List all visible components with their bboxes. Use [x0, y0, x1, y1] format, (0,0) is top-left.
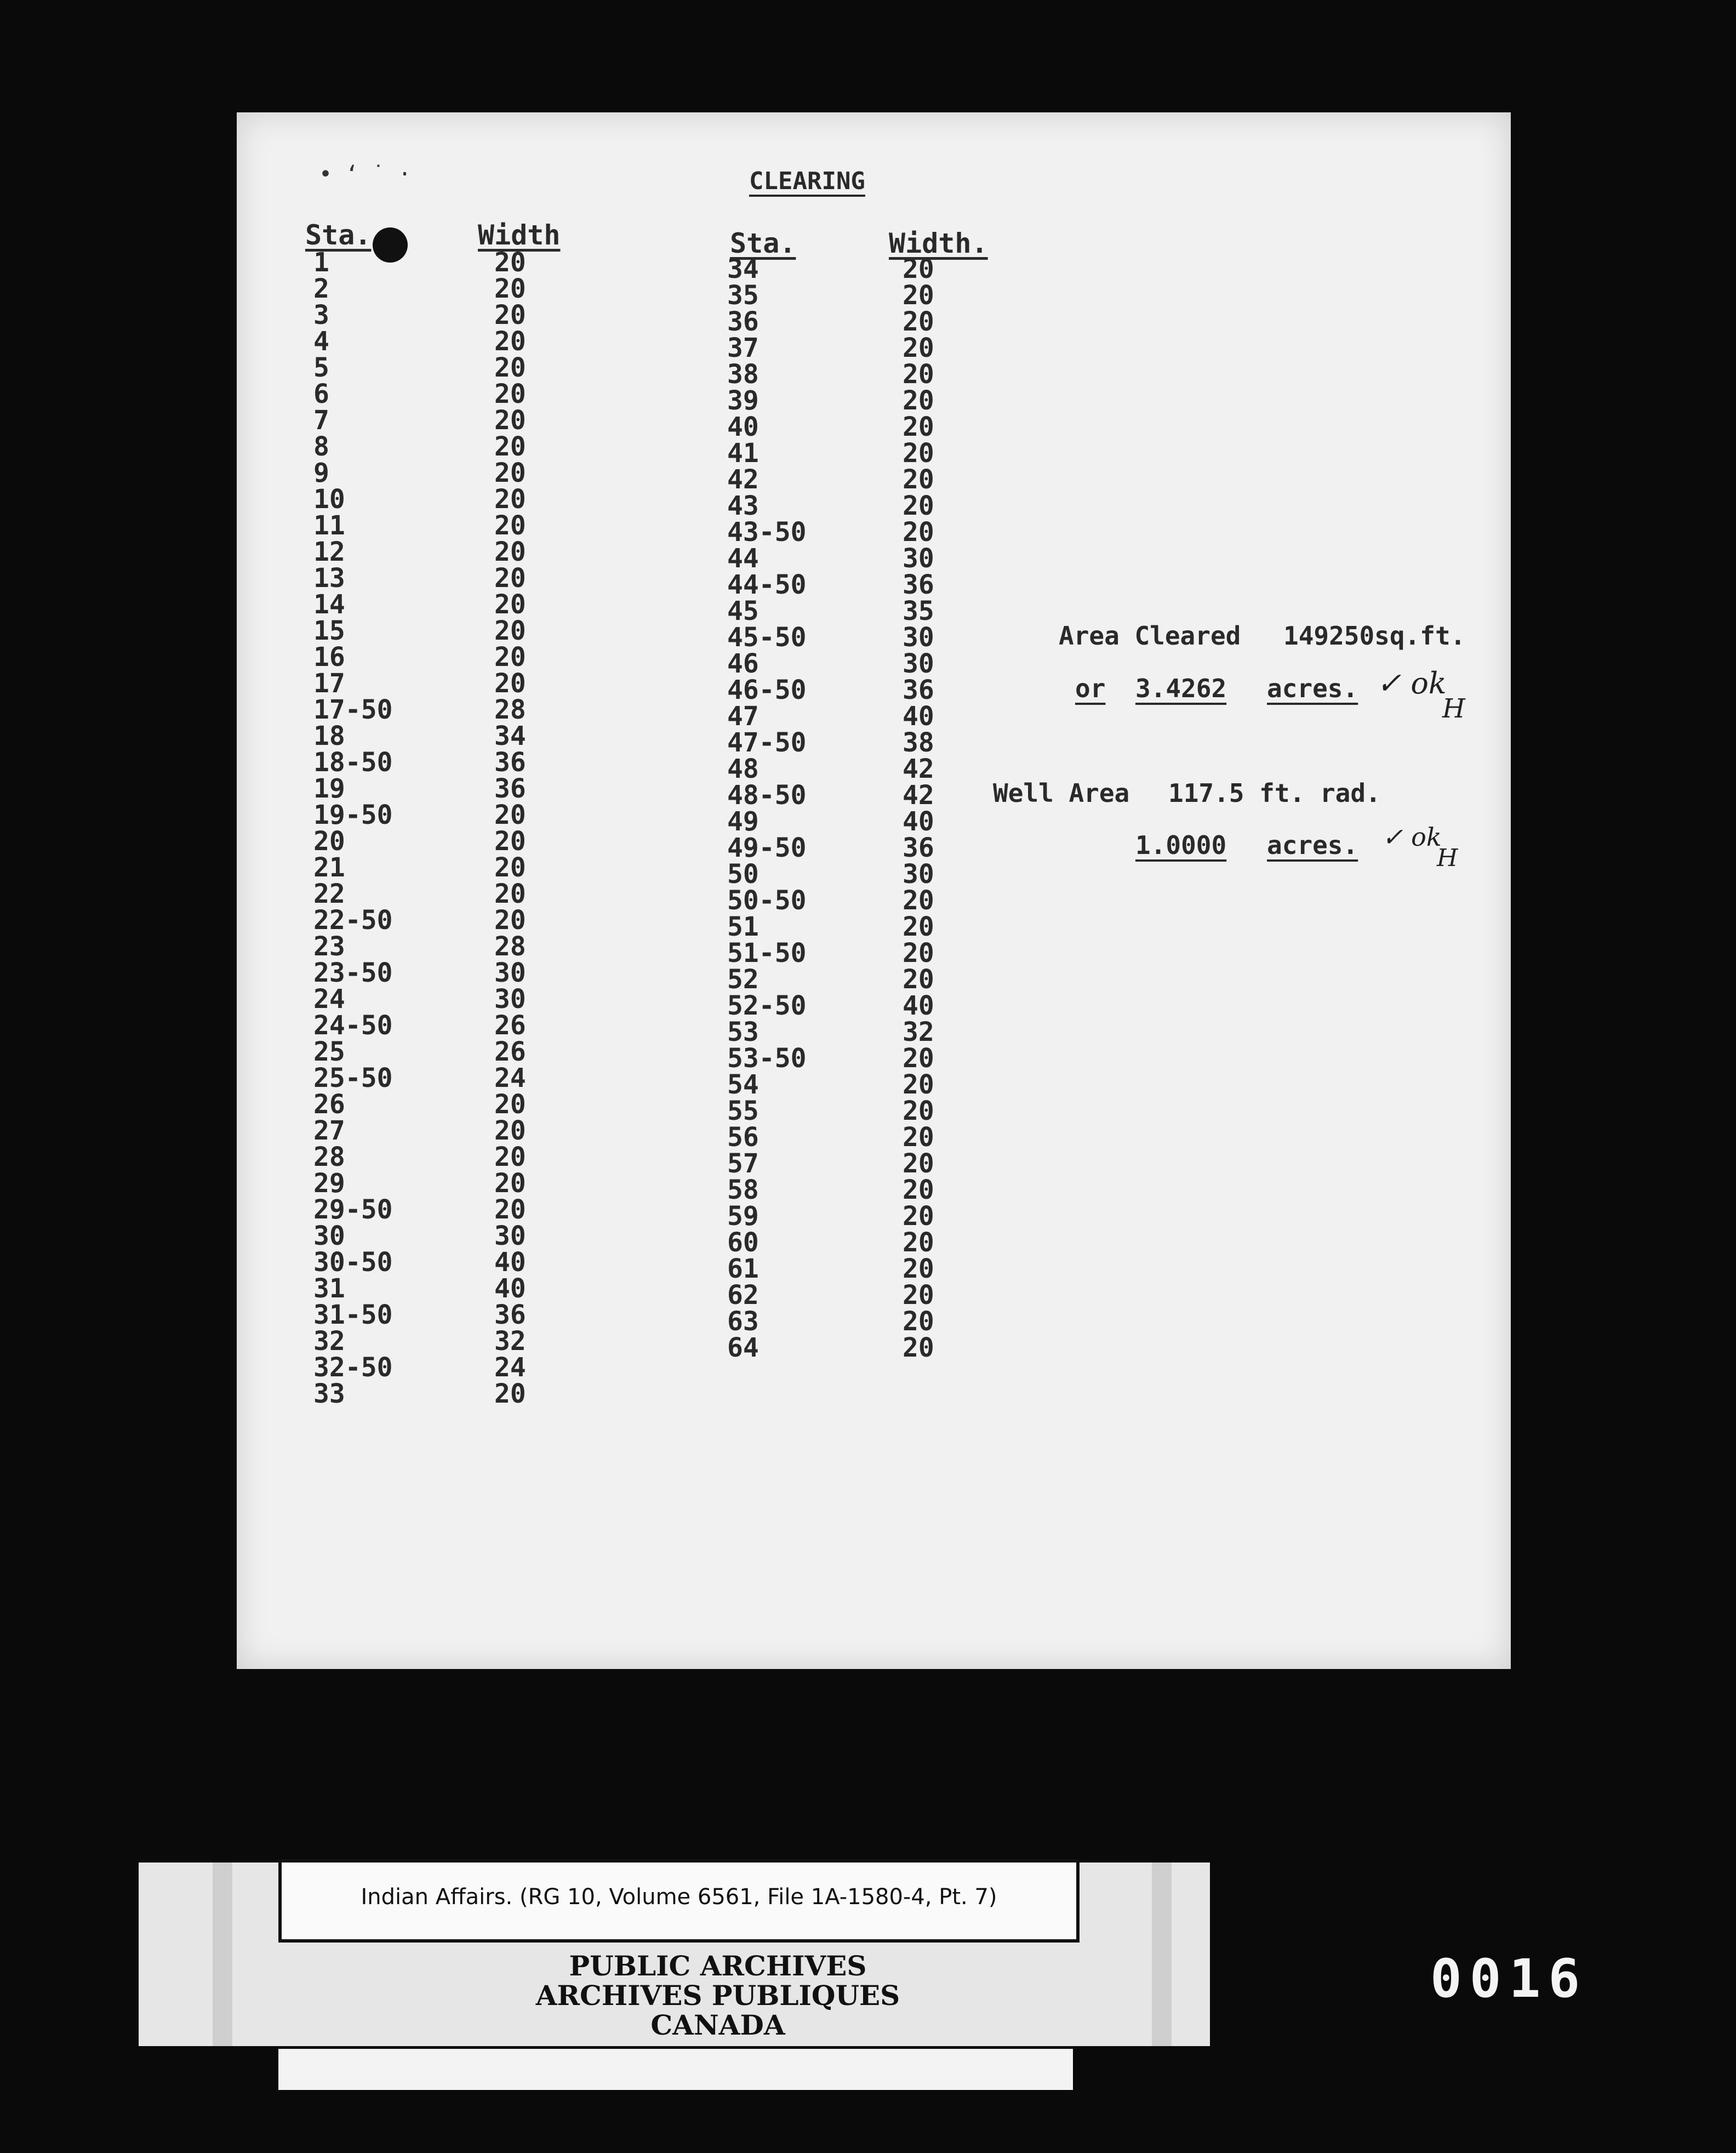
right-sta-cell: 43-50 [727, 517, 807, 548]
label-edge-right [1152, 1862, 1172, 2046]
speck-marks: • ʻ ˙ · [319, 162, 412, 187]
right-sta-cell: 52-50 [727, 990, 807, 1021]
right-width-cell: 20 [903, 1175, 934, 1205]
right-width-cell: 20 [903, 1280, 934, 1311]
right-sta-cell: 61 [727, 1254, 759, 1284]
left-width-cell: 40 [494, 1273, 526, 1304]
right-sta-cell: 34 [727, 254, 759, 284]
left-header-sta: Sta. [305, 219, 372, 251]
area-cleared-label: Area Cleared [1059, 621, 1241, 651]
left-width-cell: 20 [494, 879, 526, 909]
right-sta-cell: 52 [727, 964, 759, 995]
left-width-cell: 20 [494, 589, 526, 620]
right-sta-cell: 46-50 [727, 675, 807, 705]
left-sta-cell: 15 [313, 616, 345, 646]
left-sta-cell: 32 [313, 1326, 345, 1357]
left-sta-cell: 27 [313, 1115, 345, 1146]
frame-number: 0016 [1430, 1948, 1588, 2009]
right-width-cell: 20 [903, 333, 934, 363]
left-header-width: Width [478, 219, 561, 251]
left-sta-cell: 29 [313, 1168, 345, 1199]
left-sta-cell: 14 [313, 589, 345, 620]
left-width-cell: 20 [494, 1142, 526, 1172]
acres-unit: acres. [1267, 674, 1358, 703]
right-sta-cell: 35 [727, 280, 759, 311]
well-area-value: 117.5 ft. rad. [1168, 778, 1381, 808]
right-sta-cell: 45 [727, 596, 759, 626]
left-sta-cell: 1 [313, 247, 329, 278]
right-sta-cell: 64 [727, 1332, 759, 1363]
initial-1: H [1442, 693, 1465, 724]
right-width-cell: 20 [903, 359, 934, 390]
right-width-cell: 36 [903, 833, 934, 863]
left-sta-cell: 23-50 [313, 958, 393, 988]
right-width-cell: 20 [903, 306, 934, 337]
right-width-cell: 20 [903, 1043, 934, 1074]
right-width-cell: 20 [903, 1306, 934, 1337]
left-width-cell: 20 [494, 1168, 526, 1199]
left-sta-cell: 31-50 [313, 1300, 393, 1330]
left-width-cell: 20 [494, 274, 526, 304]
right-width-cell: 20 [903, 1201, 934, 1232]
left-width-cell: 20 [494, 616, 526, 646]
right-width-cell: 35 [903, 596, 934, 626]
right-width-cell: 42 [903, 754, 934, 784]
right-width-cell: 30 [903, 622, 934, 653]
left-width-cell: 30 [494, 1221, 526, 1251]
well-area-label: Well Area [993, 778, 1130, 808]
right-sta-cell: 53 [727, 1017, 759, 1047]
left-sta-cell: 8 [313, 431, 329, 462]
right-sta-cell: 49-50 [727, 833, 807, 863]
left-width-cell: 30 [494, 984, 526, 1015]
left-sta-cell: 25-50 [313, 1063, 393, 1093]
left-sta-cell: 30-50 [313, 1247, 393, 1278]
left-sta-cell: 10 [313, 484, 345, 515]
left-width-cell: 20 [494, 668, 526, 699]
right-sta-cell: 51-50 [727, 938, 807, 969]
right-width-cell: 20 [903, 964, 934, 995]
left-sta-cell: 31 [313, 1273, 345, 1304]
left-width-cell: 28 [494, 694, 526, 725]
left-width-cell: 28 [494, 931, 526, 962]
right-width-cell: 20 [903, 938, 934, 969]
left-width-cell: 20 [494, 405, 526, 436]
left-width-cell: 36 [494, 1300, 526, 1330]
right-sta-cell: 44-50 [727, 569, 807, 600]
right-sta-cell: 47-50 [727, 727, 807, 758]
right-width-cell: 40 [903, 990, 934, 1021]
right-sta-cell: 58 [727, 1175, 759, 1205]
left-width-cell: 20 [494, 642, 526, 673]
right-width-cell: 20 [903, 385, 934, 416]
right-header-width: Width. [889, 227, 988, 259]
check-mark-2: ✓ ok [1382, 822, 1442, 852]
left-sta-cell: 4 [313, 326, 329, 357]
right-sta-cell: 38 [727, 359, 759, 390]
right-sta-cell: 59 [727, 1201, 759, 1232]
left-width-cell: 20 [494, 379, 526, 409]
archives-line-2: ARCHIVES PUBLIQUES [535, 1979, 900, 2012]
left-sta-cell: 7 [313, 405, 329, 436]
right-sta-cell: 46 [727, 648, 759, 679]
left-width-cell: 20 [494, 326, 526, 357]
right-width-cell: 30 [903, 543, 934, 574]
right-sta-cell: 62 [727, 1280, 759, 1311]
archives-line-3: CANADA [650, 2009, 785, 2041]
left-width-cell: 36 [494, 747, 526, 778]
right-width-cell: 20 [903, 1227, 934, 1258]
left-sta-cell: 24 [313, 984, 345, 1015]
left-sta-cell: 24-50 [313, 1010, 393, 1041]
label-bottom-strip [278, 2049, 1073, 2090]
right-width-cell: 20 [903, 1069, 934, 1100]
right-sta-cell: 53-50 [727, 1043, 807, 1074]
right-width-cell: 36 [903, 675, 934, 705]
right-header-sta: Sta. [730, 227, 796, 259]
left-width-cell: 20 [494, 1089, 526, 1120]
left-width-cell: 20 [494, 352, 526, 383]
archives-line-1: PUBLIC ARCHIVES [569, 1950, 867, 1982]
right-width-cell: 32 [903, 1017, 934, 1047]
left-width-cell: 20 [494, 800, 526, 830]
left-sta-cell: 11 [313, 510, 345, 541]
left-width-cell: 20 [494, 510, 526, 541]
right-width-cell: 20 [903, 491, 934, 521]
right-width-cell: 20 [903, 1096, 934, 1126]
left-sta-cell: 32-50 [313, 1352, 393, 1383]
left-width-cell: 20 [494, 852, 526, 883]
left-sta-cell: 22-50 [313, 905, 393, 936]
right-width-column [903, 256, 934, 1361]
left-sta-cell: 28 [313, 1142, 345, 1172]
right-sta-cell: 50-50 [727, 885, 807, 916]
left-sta-cell: 17-50 [313, 694, 393, 725]
right-width-cell: 30 [903, 648, 934, 679]
left-width-cell: 20 [494, 1379, 526, 1409]
left-sta-column [313, 249, 393, 1407]
right-sta-cell: 55 [727, 1096, 759, 1126]
acres-value: 3.4262 [1135, 674, 1227, 703]
left-width-cell: 20 [494, 826, 526, 857]
or-label: or [1075, 674, 1106, 703]
right-sta-cell: 49 [727, 806, 759, 837]
left-width-cell: 24 [494, 1063, 526, 1093]
left-sta-cell: 18-50 [313, 747, 393, 778]
left-width-cell: 24 [494, 1352, 526, 1383]
left-sta-cell: 22 [313, 879, 345, 909]
right-width-cell: 20 [903, 517, 934, 548]
archives-stamp [482, 1951, 953, 2040]
left-sta-cell: 20 [313, 826, 345, 857]
left-width-cell: 20 [494, 484, 526, 515]
left-sta-cell: 17 [313, 668, 345, 699]
left-width-cell: 20 [494, 431, 526, 462]
right-width-cell: 40 [903, 701, 934, 732]
right-width-cell: 20 [903, 1254, 934, 1284]
left-width-cell: 20 [494, 905, 526, 936]
right-sta-cell: 50 [727, 859, 759, 890]
right-sta-cell: 57 [727, 1148, 759, 1179]
left-sta-cell: 26 [313, 1089, 345, 1120]
left-sta-cell: 6 [313, 379, 329, 409]
left-width-cell: 34 [494, 721, 526, 751]
left-width-cell: 20 [494, 1115, 526, 1146]
left-width-cell: 20 [494, 458, 526, 488]
right-sta-cell: 63 [727, 1306, 759, 1337]
page-title: CLEARING [749, 167, 865, 195]
left-width-cell: 26 [494, 1036, 526, 1067]
left-width-cell: 20 [494, 300, 526, 331]
left-sta-cell: 12 [313, 537, 345, 567]
right-sta-cell: 45-50 [727, 622, 807, 653]
right-width-cell: 20 [903, 885, 934, 916]
left-sta-cell: 30 [313, 1221, 345, 1251]
well-acres-value: 1.0000 [1135, 830, 1227, 860]
left-sta-cell: 19 [313, 773, 345, 804]
right-sta-cell: 36 [727, 306, 759, 337]
right-width-cell: 38 [903, 727, 934, 758]
right-width-cell: 42 [903, 780, 934, 811]
area-cleared-value: 149250sq.ft. [1283, 621, 1466, 651]
left-width-cell: 20 [494, 1194, 526, 1225]
left-sta-cell: 23 [313, 931, 345, 962]
left-sta-cell: 5 [313, 352, 329, 383]
left-sta-cell: 18 [313, 721, 345, 751]
right-width-cell: 20 [903, 1148, 934, 1179]
right-width-cell: 40 [903, 806, 934, 837]
label-edge-left [213, 1862, 232, 2046]
check-mark-1: ✓ ok [1377, 666, 1447, 700]
left-sta-cell: 2 [313, 274, 329, 304]
right-width-cell: 36 [903, 569, 934, 600]
left-width-cell: 36 [494, 773, 526, 804]
right-sta-cell: 44 [727, 543, 759, 574]
reference-label [278, 1859, 1080, 1943]
left-sta-cell: 25 [313, 1036, 345, 1067]
right-sta-column [727, 256, 807, 1361]
left-width-cell: 20 [494, 247, 526, 278]
left-width-column [494, 249, 526, 1407]
right-width-cell: 30 [903, 859, 934, 890]
right-sta-cell: 54 [727, 1069, 759, 1100]
right-sta-cell: 43 [727, 491, 759, 521]
right-width-cell: 20 [903, 1332, 934, 1363]
right-sta-cell: 42 [727, 464, 759, 495]
left-width-cell: 20 [494, 537, 526, 567]
left-sta-cell: 29-50 [313, 1194, 393, 1225]
right-sta-cell: 40 [727, 412, 759, 442]
left-sta-cell: 16 [313, 642, 345, 673]
right-sta-cell: 56 [727, 1122, 759, 1153]
left-width-cell: 40 [494, 1247, 526, 1278]
well-acres-unit: acres. [1267, 830, 1358, 860]
left-sta-cell: 19-50 [313, 800, 393, 830]
right-sta-cell: 48 [727, 754, 759, 784]
right-width-cell: 20 [903, 280, 934, 311]
initial-2: H [1437, 844, 1458, 872]
right-width-cell: 20 [903, 1122, 934, 1153]
left-width-cell: 20 [494, 563, 526, 594]
right-width-cell: 20 [903, 464, 934, 495]
right-sta-cell: 37 [727, 333, 759, 363]
left-sta-cell: 33 [313, 1379, 345, 1409]
left-width-cell: 32 [494, 1326, 526, 1357]
right-sta-cell: 47 [727, 701, 759, 732]
left-sta-cell: 21 [313, 852, 345, 883]
right-sta-cell: 51 [727, 912, 759, 942]
left-width-cell: 30 [494, 958, 526, 988]
right-sta-cell: 60 [727, 1227, 759, 1258]
right-width-cell: 20 [903, 912, 934, 942]
reference-text: Indian Affairs. (RG 10, Volume 6561, File 1A-1580-4, Pt. 7) [361, 1884, 997, 1910]
left-sta-cell: 13 [313, 563, 345, 594]
left-sta-cell: 9 [313, 458, 329, 488]
right-sta-cell: 48-50 [727, 780, 807, 811]
right-width-cell: 20 [903, 412, 934, 442]
left-width-cell: 26 [494, 1010, 526, 1041]
right-width-cell: 20 [903, 438, 934, 469]
right-sta-cell: 41 [727, 438, 759, 469]
document-page [237, 112, 1511, 1669]
left-sta-cell: 3 [313, 300, 329, 331]
right-width-cell: 20 [903, 254, 934, 284]
right-sta-cell: 39 [727, 385, 759, 416]
